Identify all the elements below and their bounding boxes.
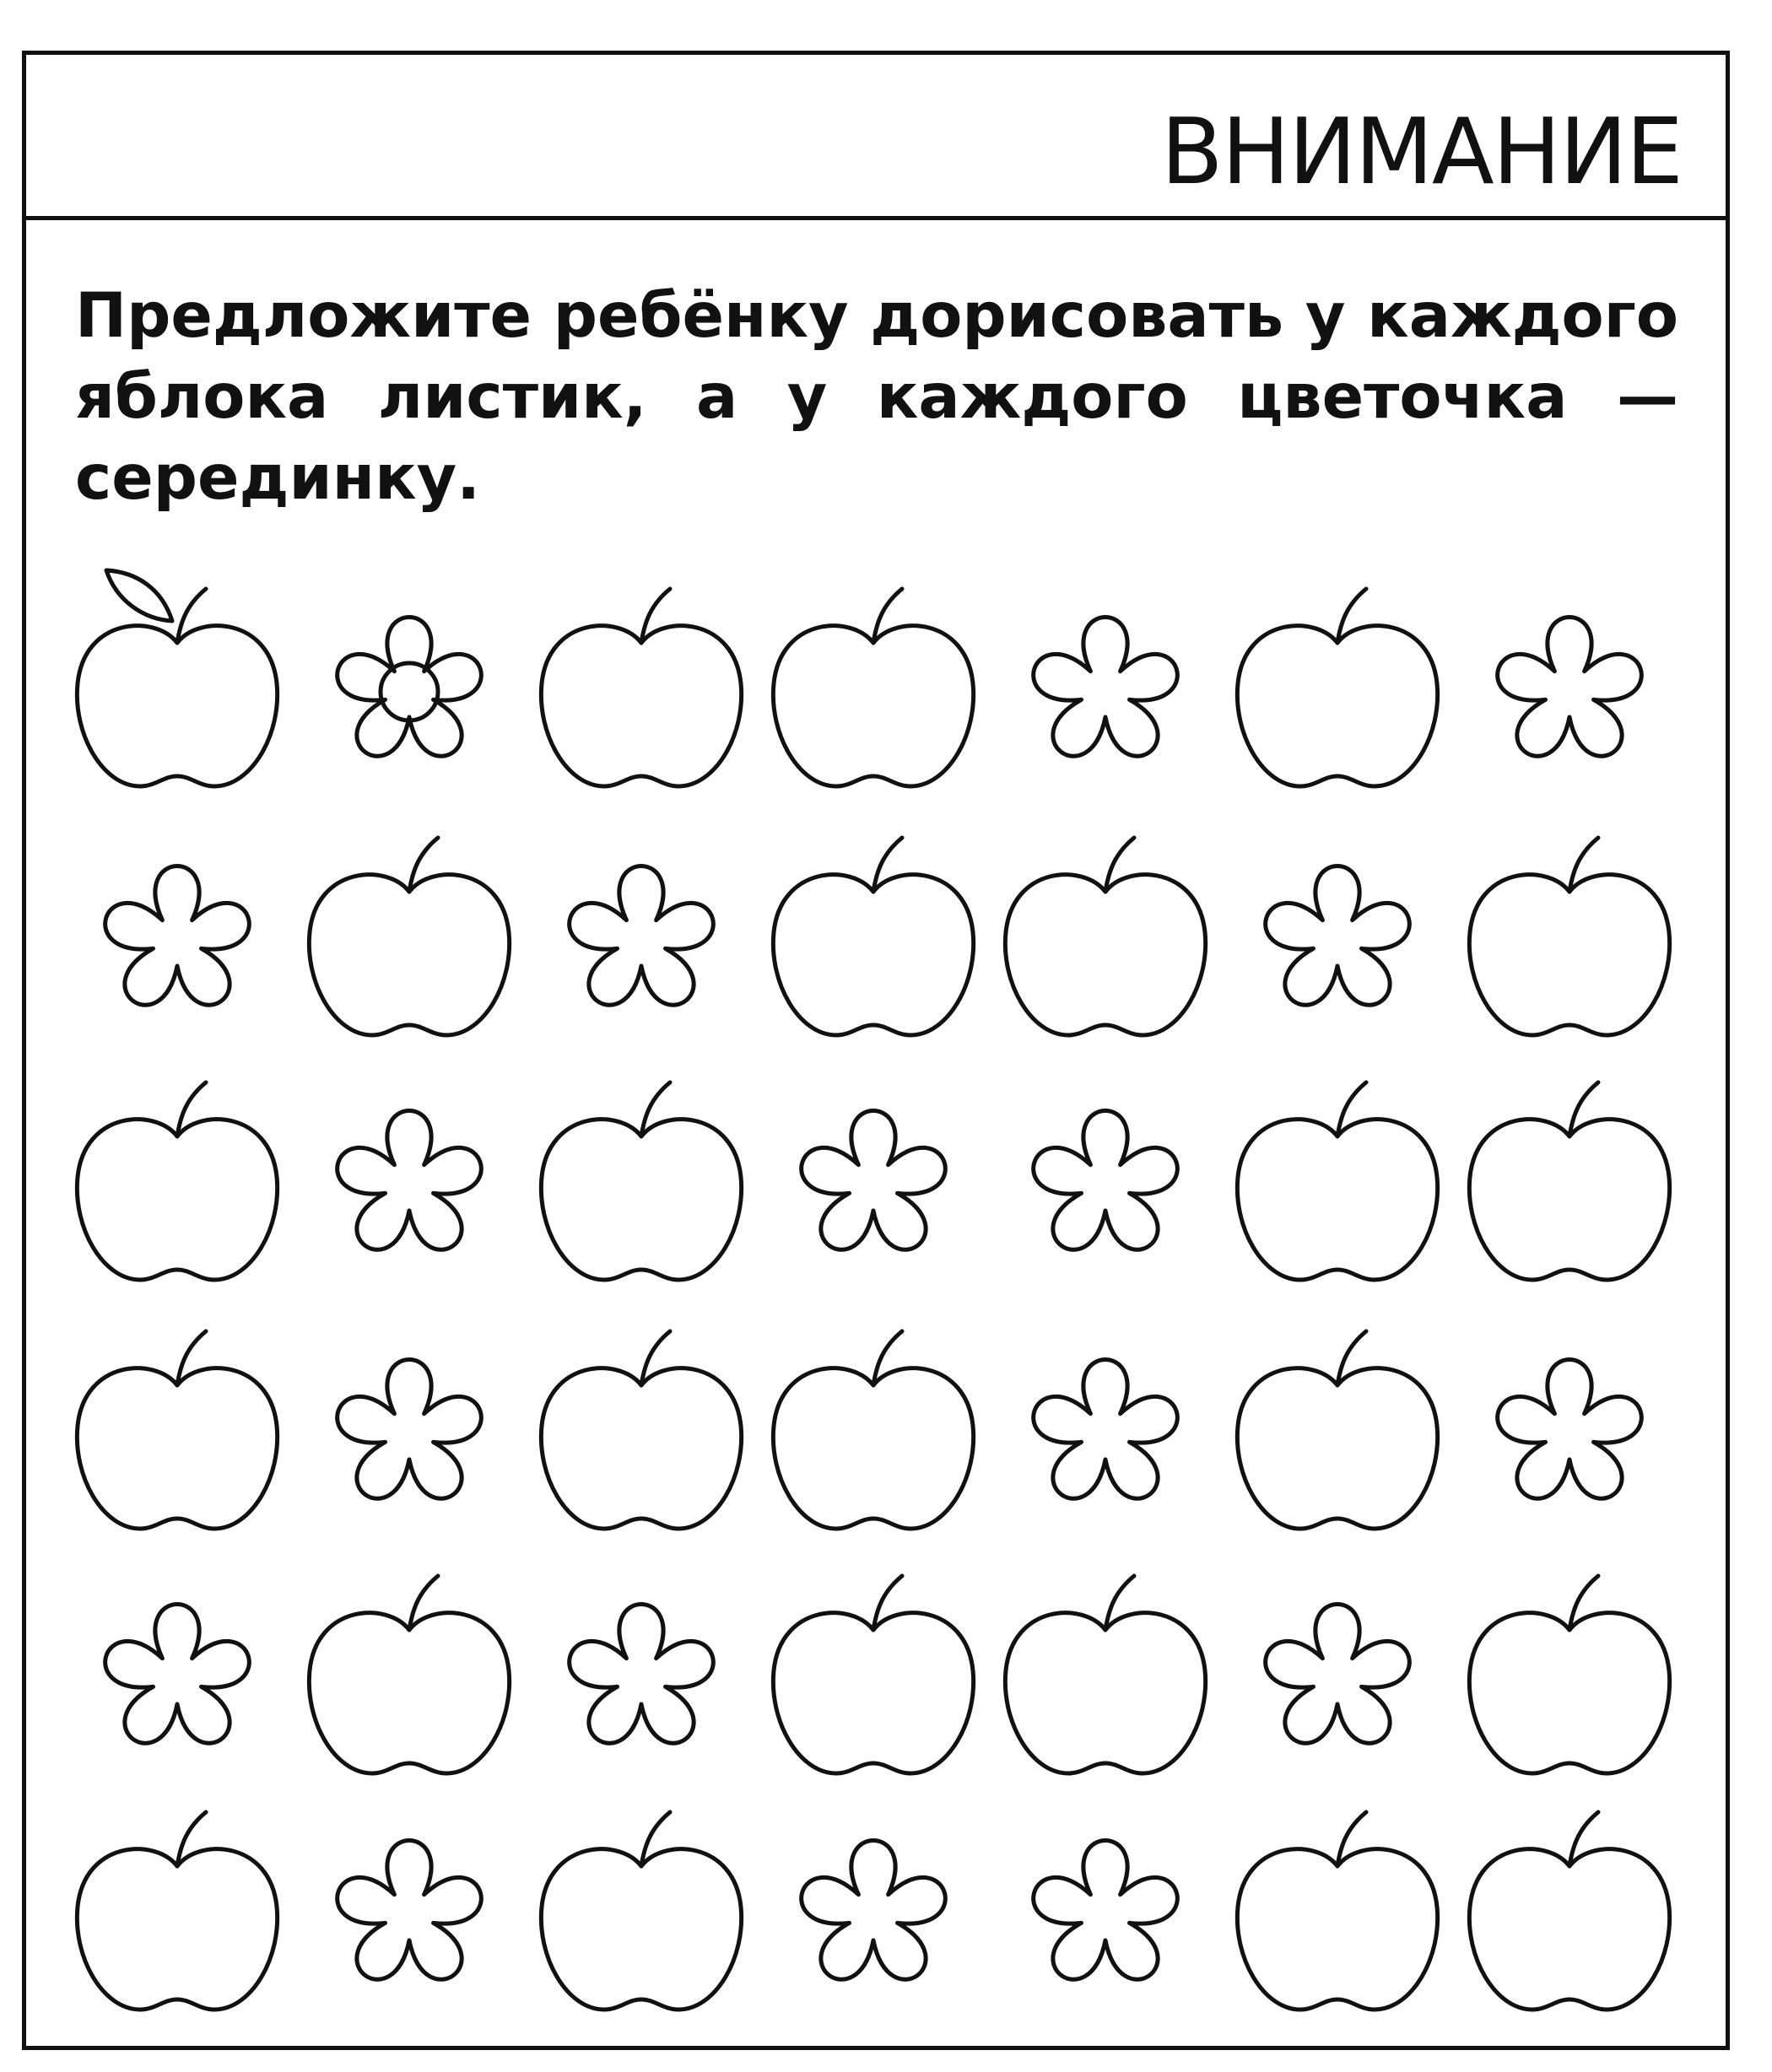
instruction-text: Предложите ребёнку дорисовать у каждого яблока листик, а у каждого цветочка — серединку. [75, 280, 1678, 514]
header-band [26, 55, 1726, 220]
worksheet-frame [22, 51, 1730, 2050]
page-title: ВНИМАНИЕ [1160, 100, 1682, 205]
